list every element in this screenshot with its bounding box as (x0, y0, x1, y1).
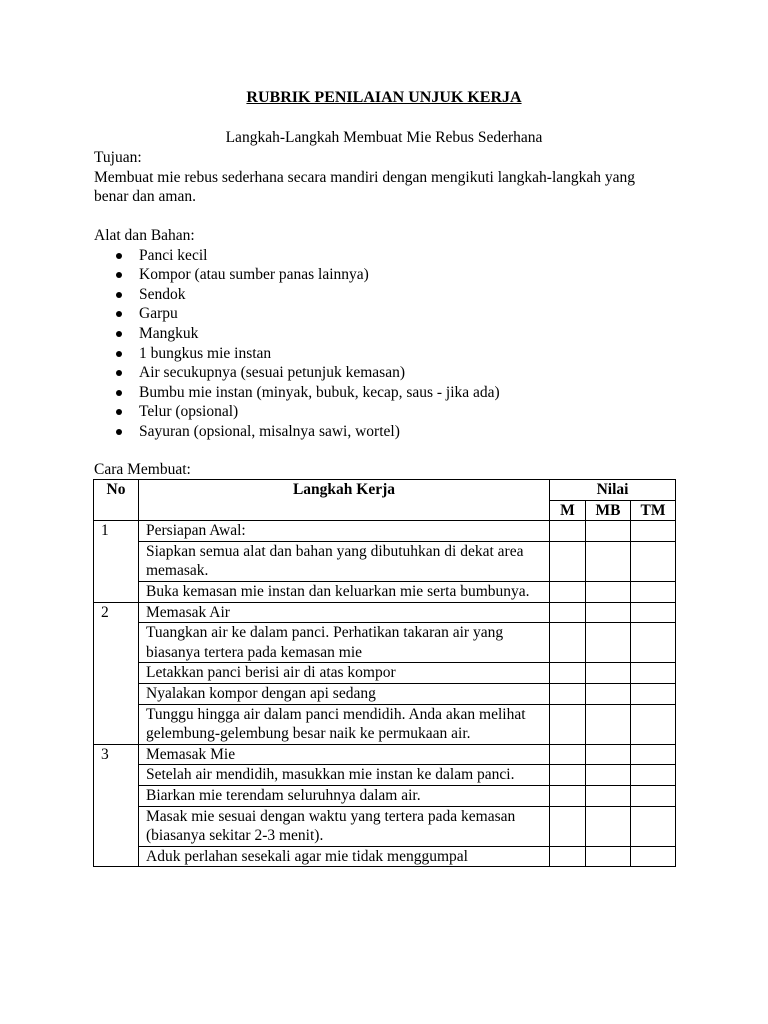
score-mb-cell[interactable] (586, 765, 631, 786)
table-row (94, 602, 676, 623)
tujuan-label: Tujuan: (94, 149, 142, 166)
list-item: Telur (opsional) (94, 402, 654, 422)
score-m-cell[interactable] (550, 623, 586, 663)
header-tm: TM (631, 500, 676, 521)
score-m-cell[interactable] (550, 806, 586, 846)
table-body (94, 521, 676, 867)
header-mb: MB (586, 500, 631, 521)
score-tm-cell[interactable] (631, 623, 676, 663)
score-tm-cell[interactable] (631, 704, 676, 744)
tujuan-section (94, 148, 654, 207)
list-item: 1 bungkus mie instan (94, 344, 654, 364)
score-m-cell[interactable] (550, 704, 586, 744)
cara-label: Cara Membuat: (94, 461, 191, 478)
score-tm-cell[interactable] (631, 765, 676, 786)
score-tm-cell[interactable] (631, 581, 676, 602)
list-item: Air secukupnya (sesuai petunjuk kemasan) (94, 363, 654, 383)
list-item: Sayuran (opsional, misalnya sawi, wortel) (94, 422, 654, 442)
score-mb-cell[interactable] (586, 683, 631, 704)
table-row (94, 846, 676, 867)
score-mb-cell[interactable] (586, 541, 631, 581)
table-row (94, 806, 676, 846)
step-number: 1 (94, 521, 139, 602)
step-text: Masak mie sesuai dengan waktu yang tertera pada kemasan (biasanya sekitar 2-3 menit). (139, 806, 550, 846)
list-item: Sendok (94, 285, 654, 305)
document-title: RUBRIK PENILAIAN UNJUK KERJA (246, 89, 522, 106)
score-mb-cell[interactable] (586, 704, 631, 744)
table-row (94, 704, 676, 744)
table-row (94, 581, 676, 602)
step-heading: Persiapan Awal: (139, 521, 550, 542)
score-m-cell[interactable] (550, 581, 586, 602)
score-m-cell[interactable] (550, 785, 586, 806)
tujuan-text: Membuat mie rebus sederhana secara mandiri dengan mengikuti langkah-langkah yang benar dan aman. (94, 168, 636, 206)
table-row (94, 683, 676, 704)
table-row (94, 521, 676, 542)
header-no: No (94, 480, 139, 521)
alat-list (94, 246, 654, 442)
table-row (94, 744, 676, 765)
score-mb-cell[interactable] (586, 846, 631, 867)
step-text: Buka kemasan mie instan dan keluarkan mie serta bumbunya. (139, 581, 550, 602)
list-item: Kompor (atau sumber panas lainnya) (94, 265, 654, 285)
step-text: Nyalakan kompor dengan api sedang (139, 683, 550, 704)
score-mb-cell[interactable] (586, 623, 631, 663)
table-row (94, 623, 676, 663)
step-heading: Memasak Mie (139, 744, 550, 765)
list-item: Mangkuk (94, 324, 654, 344)
list-item: Panci kecil (94, 246, 654, 266)
step-text: Letakkan panci berisi air di atas kompor (139, 663, 550, 684)
score-m-cell[interactable] (550, 744, 586, 765)
score-m-cell[interactable] (550, 521, 586, 542)
header-langkah: Langkah Kerja (139, 480, 550, 521)
step-text: Setelah air mendidih, masukkan mie instan ke dalam panci. (139, 765, 550, 786)
step-text: Tuangkan air ke dalam panci. Perhatikan takaran air yang biasanya tertera pada kemasan mie (139, 623, 550, 663)
score-mb-cell[interactable] (586, 785, 631, 806)
score-m-cell[interactable] (550, 602, 586, 623)
table-row (94, 541, 676, 581)
step-text: Siapkan semua alat dan bahan yang dibutuhkan di dekat area memasak. (139, 541, 550, 581)
score-tm-cell[interactable] (631, 846, 676, 867)
table-row (94, 785, 676, 806)
score-tm-cell[interactable] (631, 541, 676, 581)
list-item: Garpu (94, 304, 654, 324)
score-tm-cell[interactable] (631, 663, 676, 684)
alat-label: Alat dan Bahan: (94, 227, 195, 244)
step-text: Biarkan mie terendam seluruhnya dalam air. (139, 785, 550, 806)
score-tm-cell[interactable] (631, 785, 676, 806)
score-m-cell[interactable] (550, 765, 586, 786)
score-tm-cell[interactable] (631, 602, 676, 623)
table-row (94, 765, 676, 786)
step-text: Tunggu hingga air dalam panci mendidih. Anda akan melihat gelembung-gelembung besar naik ke permukaan air. (139, 704, 550, 744)
score-m-cell[interactable] (550, 846, 586, 867)
document-subtitle: Langkah-Langkah Membuat Mie Rebus Sederhana (225, 129, 543, 146)
table-row (94, 663, 676, 684)
score-mb-cell[interactable] (586, 521, 631, 542)
score-tm-cell[interactable] (631, 683, 676, 704)
alat-section (94, 226, 654, 442)
score-mb-cell[interactable] (586, 744, 631, 765)
score-m-cell[interactable] (550, 663, 586, 684)
step-text: Aduk perlahan sesekali agar mie tidak menggumpal (139, 846, 550, 867)
header-nilai: Nilai (550, 480, 676, 501)
score-tm-cell[interactable] (631, 806, 676, 846)
rubric-table (93, 479, 676, 867)
score-mb-cell[interactable] (586, 602, 631, 623)
score-m-cell[interactable] (550, 541, 586, 581)
list-item: Bumbu mie instan (minyak, bubuk, kecap, saus - jika ada) (94, 383, 654, 403)
score-mb-cell[interactable] (586, 806, 631, 846)
header-m: M (550, 500, 586, 521)
score-tm-cell[interactable] (631, 744, 676, 765)
score-mb-cell[interactable] (586, 581, 631, 602)
score-m-cell[interactable] (550, 683, 586, 704)
table-header (94, 480, 676, 521)
score-tm-cell[interactable] (631, 521, 676, 542)
score-mb-cell[interactable] (586, 663, 631, 684)
step-number: 3 (94, 744, 139, 867)
step-heading: Memasak Air (139, 602, 550, 623)
step-number: 2 (94, 602, 139, 744)
